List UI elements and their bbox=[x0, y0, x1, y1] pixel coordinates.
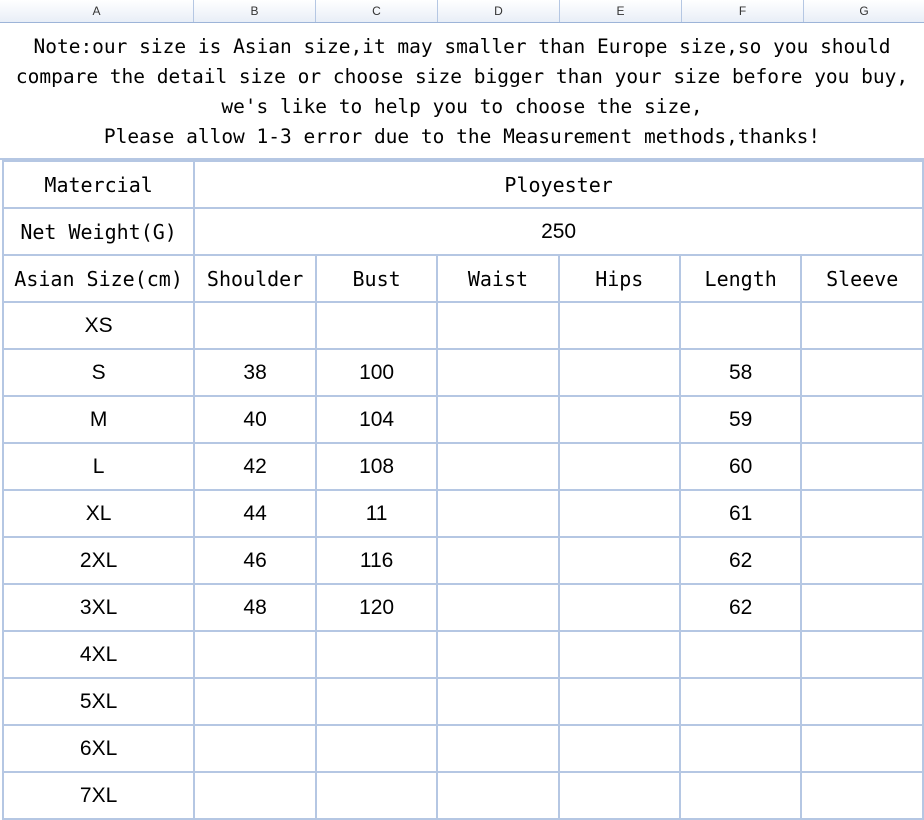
asian-size-header[interactable]: Asian Size(cm) bbox=[3, 255, 194, 302]
note-line-4: Please allow 1-3 error due to the Measurement methods,thanks! bbox=[103, 125, 821, 148]
size-row bbox=[3, 678, 923, 725]
measurement-cell[interactable] bbox=[316, 302, 437, 349]
size-cell[interactable]: 6XL bbox=[3, 725, 194, 772]
measurement-cell[interactable] bbox=[680, 631, 802, 678]
measurement-cell[interactable]: 100 bbox=[316, 349, 437, 396]
measurement-cell[interactable] bbox=[801, 396, 923, 443]
measurement-cell[interactable] bbox=[801, 490, 923, 537]
measurement-cell[interactable] bbox=[316, 772, 437, 819]
column-header-bar bbox=[0, 0, 924, 23]
measurement-cell[interactable] bbox=[801, 584, 923, 631]
measurement-cell[interactable] bbox=[559, 537, 680, 584]
measurement-cell[interactable] bbox=[559, 349, 680, 396]
size-cell[interactable]: 4XL bbox=[3, 631, 194, 678]
size-cell[interactable]: XS bbox=[3, 302, 194, 349]
measurement-cell[interactable] bbox=[801, 772, 923, 819]
measurement-cell[interactable] bbox=[680, 772, 802, 819]
bust-header[interactable]: Bust bbox=[316, 255, 437, 302]
measurement-cell[interactable]: 60 bbox=[680, 443, 802, 490]
shoulder-header[interactable]: Shoulder bbox=[194, 255, 316, 302]
size-row bbox=[3, 396, 923, 443]
measurement-cell[interactable] bbox=[801, 537, 923, 584]
measurement-cell[interactable] bbox=[437, 396, 558, 443]
size-note-cell[interactable] bbox=[0, 22, 924, 160]
measurement-cell[interactable] bbox=[316, 678, 437, 725]
size-row bbox=[3, 772, 923, 819]
measurement-cell[interactable]: 44 bbox=[194, 490, 316, 537]
measurement-cell[interactable]: 48 bbox=[194, 584, 316, 631]
measurement-cell[interactable]: 116 bbox=[316, 537, 437, 584]
size-cell[interactable]: XL bbox=[3, 490, 194, 537]
measurement-cell[interactable] bbox=[194, 631, 316, 678]
waist-header[interactable]: Waist bbox=[437, 255, 558, 302]
measurement-cell[interactable] bbox=[801, 302, 923, 349]
size-row bbox=[3, 349, 923, 396]
measurement-cell[interactable] bbox=[801, 631, 923, 678]
measurement-cell[interactable] bbox=[437, 349, 558, 396]
sleeve-header[interactable]: Sleeve bbox=[801, 255, 923, 302]
measurement-cell[interactable] bbox=[437, 725, 558, 772]
measurement-cell[interactable] bbox=[801, 678, 923, 725]
size-cell[interactable]: 7XL bbox=[3, 772, 194, 819]
size-cell[interactable]: 2XL bbox=[3, 537, 194, 584]
measurement-cell[interactable] bbox=[680, 678, 802, 725]
measurement-cell[interactable] bbox=[559, 443, 680, 490]
material-label[interactable]: Matercial bbox=[3, 161, 194, 208]
column-header-f[interactable]: F bbox=[682, 0, 804, 22]
measurement-cell[interactable]: 38 bbox=[194, 349, 316, 396]
measurement-cell[interactable] bbox=[194, 772, 316, 819]
note-line-1: Note:our size is Asian size,it may smaller than Europe size,so you should bbox=[33, 35, 891, 58]
size-row bbox=[3, 490, 923, 537]
measurement-cell[interactable] bbox=[559, 725, 680, 772]
measurement-cell[interactable] bbox=[559, 302, 680, 349]
measurement-cell[interactable]: 58 bbox=[680, 349, 802, 396]
measurement-cell[interactable]: 11 bbox=[316, 490, 437, 537]
measurement-cell[interactable] bbox=[437, 584, 558, 631]
measurement-cell[interactable]: 61 bbox=[680, 490, 802, 537]
column-header-g[interactable]: G bbox=[859, 4, 869, 18]
measurement-cell[interactable]: 59 bbox=[680, 396, 802, 443]
measurement-cell[interactable] bbox=[437, 443, 558, 490]
hips-header[interactable]: Hips bbox=[559, 255, 680, 302]
measurement-cell[interactable] bbox=[194, 302, 316, 349]
material-value[interactable]: Ployester bbox=[194, 161, 923, 208]
measurement-cell[interactable] bbox=[437, 490, 558, 537]
measurement-cell[interactable] bbox=[801, 725, 923, 772]
column-header-d[interactable]: D bbox=[438, 0, 560, 22]
measurement-cell[interactable] bbox=[559, 678, 680, 725]
measurement-cell[interactable]: 62 bbox=[680, 537, 802, 584]
measurement-cell[interactable]: 108 bbox=[316, 443, 437, 490]
measurement-cell[interactable] bbox=[559, 631, 680, 678]
size-row bbox=[3, 443, 923, 490]
note-line-2: compare the detail size or choose size bigger than your size before you buy, bbox=[15, 65, 909, 88]
measurement-cell[interactable] bbox=[801, 349, 923, 396]
size-row bbox=[3, 631, 923, 678]
size-chart-table bbox=[2, 160, 924, 820]
measurement-cell[interactable] bbox=[559, 772, 680, 819]
measurement-cell[interactable] bbox=[437, 302, 558, 349]
size-row bbox=[3, 725, 923, 772]
size-cell[interactable]: 3XL bbox=[3, 584, 194, 631]
measurement-cell[interactable]: 46 bbox=[194, 537, 316, 584]
size-cell[interactable]: S bbox=[3, 349, 194, 396]
measurement-cell[interactable] bbox=[316, 631, 437, 678]
length-header[interactable]: Length bbox=[680, 255, 802, 302]
column-header-a[interactable]: A bbox=[0, 0, 194, 22]
measurement-cell[interactable]: 62 bbox=[680, 584, 802, 631]
size-cell[interactable]: L bbox=[3, 443, 194, 490]
measurement-cell[interactable] bbox=[194, 725, 316, 772]
measurement-cell[interactable] bbox=[437, 772, 558, 819]
measurement-cell[interactable] bbox=[437, 678, 558, 725]
measurement-cell[interactable]: 40 bbox=[194, 396, 316, 443]
measurement-cell[interactable]: 120 bbox=[316, 584, 437, 631]
net-weight-value[interactable]: 250 bbox=[194, 208, 923, 255]
measurement-cell[interactable] bbox=[316, 725, 437, 772]
measurement-cell[interactable] bbox=[437, 537, 558, 584]
column-header-e[interactable]: E bbox=[560, 0, 682, 22]
measurement-cell[interactable] bbox=[680, 302, 802, 349]
size-row bbox=[3, 537, 923, 584]
size-cell[interactable]: M bbox=[3, 396, 194, 443]
size-cell[interactable]: 5XL bbox=[3, 678, 194, 725]
measurement-cell[interactable]: 104 bbox=[316, 396, 437, 443]
measurement-cell[interactable] bbox=[559, 396, 680, 443]
size-row bbox=[3, 584, 923, 631]
measurement-cell[interactable] bbox=[559, 490, 680, 537]
measurement-cell[interactable] bbox=[801, 443, 923, 490]
measurement-cell[interactable]: 42 bbox=[194, 443, 316, 490]
net-weight-label[interactable]: Net Weight(G) bbox=[3, 208, 194, 255]
measurement-cell[interactable] bbox=[680, 725, 802, 772]
column-header-b[interactable]: B bbox=[194, 0, 316, 22]
measurement-cell[interactable] bbox=[194, 678, 316, 725]
column-header-c[interactable]: C bbox=[316, 0, 438, 22]
measurement-cell[interactable] bbox=[437, 631, 558, 678]
measurement-cell[interactable] bbox=[559, 584, 680, 631]
note-line-3: we's like to help you to choose the size, bbox=[221, 95, 703, 118]
size-row bbox=[3, 302, 923, 349]
